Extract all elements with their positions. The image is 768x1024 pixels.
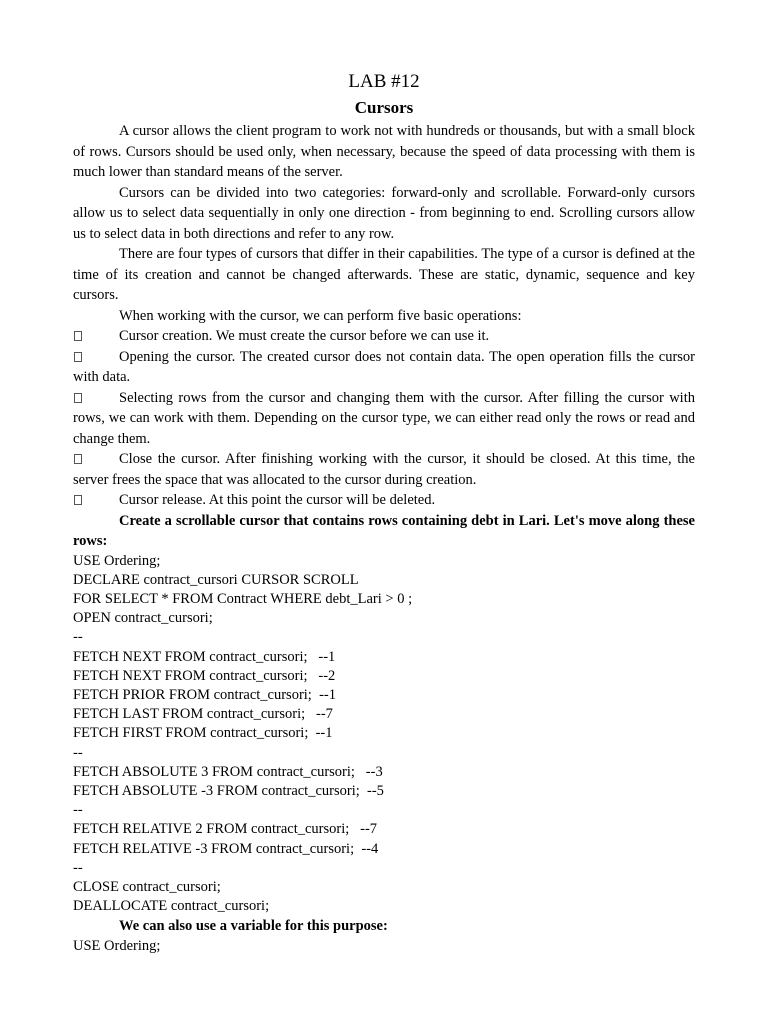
code-line: FETCH PRIOR FROM contract_cursori; --1 — [73, 686, 336, 703]
section-title: Cursors — [354, 98, 414, 117]
code-block-2 — [73, 937, 695, 956]
code-line: OPEN contract_cursori; — [73, 610, 213, 627]
list-item-text: Selecting rows from the cursor and changing them with the cursor. After filling the cursor with rows, we can work with them. Depending on the cursor type, we can either read only the rows or read and change them. — [73, 389, 695, 447]
code-line: FETCH ABSOLUTE -3 FROM contract_cursori; --5 — [73, 782, 384, 799]
code-line: DEALLOCATE contract_cursori; — [73, 898, 270, 915]
code-block — [73, 552, 695, 917]
code-line: FETCH NEXT FROM contract_cursori; --2 — [73, 667, 336, 684]
code-line: FETCH RELATIVE 2 FROM contract_cursori; --7 — [73, 821, 378, 838]
code-line: DECLARE contract_cursori CURSOR SCROLL — [73, 571, 359, 588]
lab-title: LAB #12 — [348, 71, 420, 92]
document-body — [73, 121, 695, 956]
list-item — [73, 347, 695, 388]
code-line: FETCH RELATIVE -3 FROM contract_cursori; --4 — [73, 840, 379, 857]
code-line: CLOSE contract_cursori; — [73, 878, 221, 895]
code-line: FETCH LAST FROM contract_cursori; --7 — [73, 706, 333, 723]
code-line: -- — [73, 802, 83, 819]
code-line: FETCH NEXT FROM contract_cursori; --1 — [73, 648, 336, 665]
list-item-text: Close the cursor. After finishing working with the cursor, it should be closed. At this time, the server frees the space that was allocated to the cursor during creation. — [73, 451, 695, 488]
bullet-box-icon — [74, 495, 82, 505]
code-line: -- — [73, 744, 83, 761]
list-item — [73, 326, 695, 347]
list-item — [73, 490, 695, 511]
code-line: FETCH FIRST FROM contract_cursori; --1 — [73, 725, 333, 742]
bullet-box-icon — [74, 352, 82, 362]
list-item-text: Opening the cursor. The created cursor does not contain data. The open operation fills the cursor with data. — [73, 348, 695, 385]
list-item — [73, 388, 695, 450]
bullet-box-icon — [74, 331, 82, 341]
code-line: FOR SELECT * FROM Contract WHERE debt_Lari > 0 ; — [73, 590, 413, 607]
list-item-text: Cursor release. At this point the cursor will be deleted. — [119, 492, 436, 508]
paragraph: There are four types of cursors that differ in their capabilities. The type of a cursor is defined at the time of its creation and cannot be changed afterwards. These are static, dynamic, sequence and key cursors. — [73, 246, 695, 303]
code-line: FETCH ABSOLUTE 3 FROM contract_cursori; --3 — [73, 763, 383, 780]
paragraph: Cursors can be divided into two categories: forward-only and scrollable. Forward-only cursors allow us to select data sequentially in only one direction - from beginning to end. Scrolling cursors allow us to select data in both directions and refer to any row. — [73, 184, 695, 242]
paragraph: When working with the cursor, we can perform five basic operations: — [119, 307, 522, 324]
bullet-box-icon — [74, 393, 82, 403]
paragraph: A cursor allows the client program to work not with hundreds or thousands, but with a small block of rows. Cursors should be used only, when necessary, because the speed of data processing with them is much lower than standard means of the server. — [73, 123, 695, 180]
code-line: USE Ordering; — [73, 552, 161, 569]
code-line: -- — [73, 859, 83, 876]
list-item-text: Cursor creation. We must create the cursor before we can use it. — [119, 328, 490, 344]
list-item — [73, 449, 695, 490]
code-line: -- — [73, 629, 83, 646]
task-heading: Create a scrollable cursor that contains rows containing debt in Lari. Let's move along these rows: — [73, 512, 695, 549]
code-line: USE Ordering; — [73, 937, 161, 954]
variable-heading: We can also use a variable for this purpose: — [119, 918, 388, 935]
bullet-box-icon — [74, 454, 82, 464]
